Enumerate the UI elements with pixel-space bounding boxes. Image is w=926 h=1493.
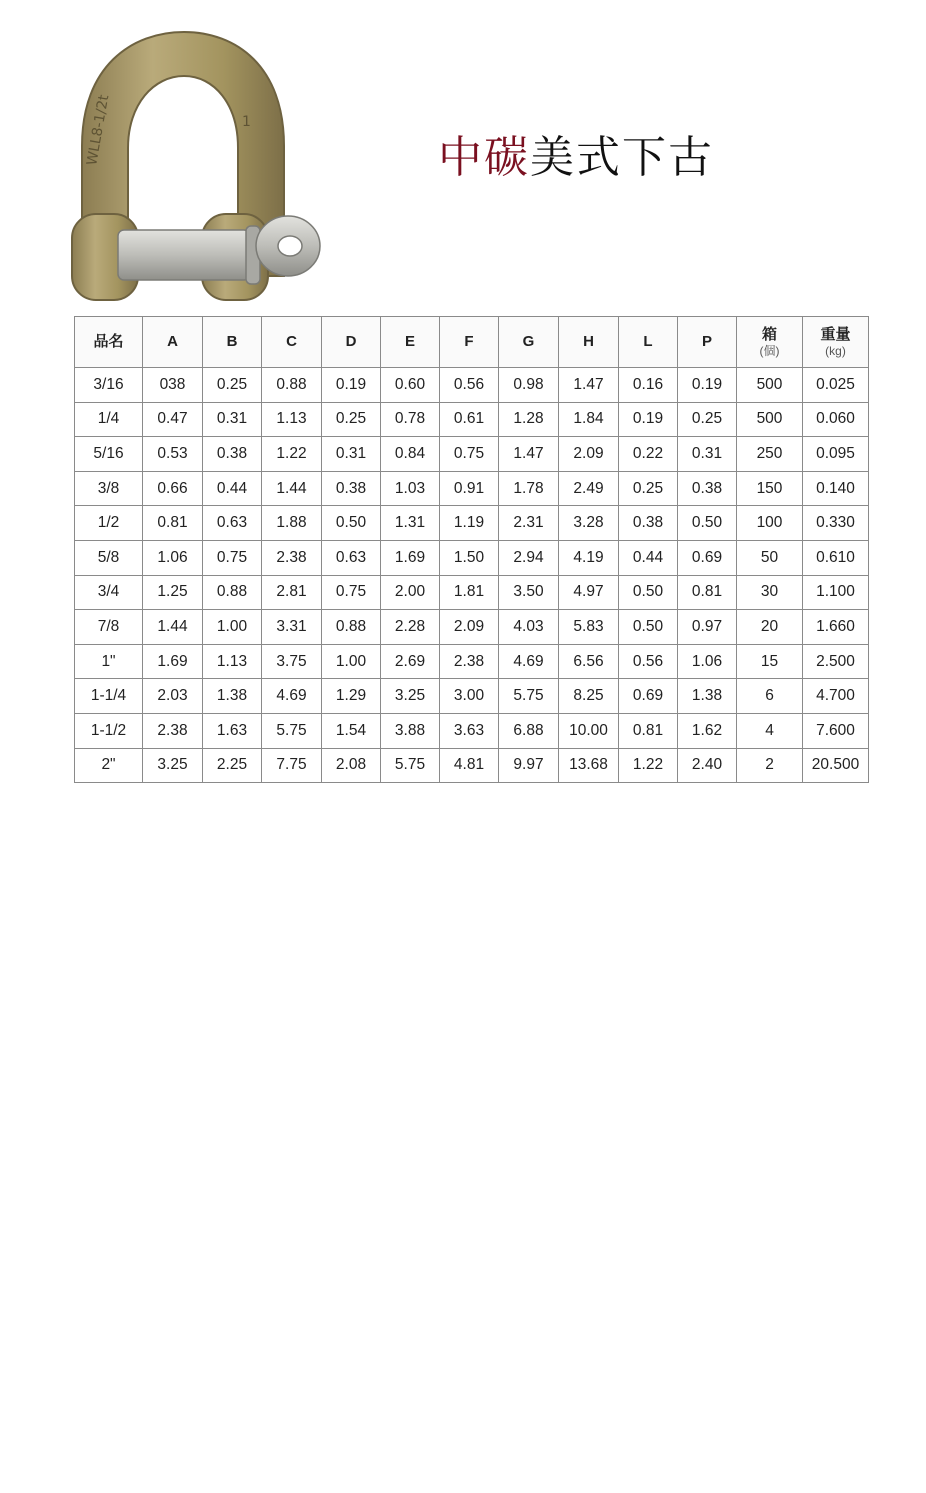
value-cell: 1.44: [262, 471, 322, 506]
value-cell: 20.500: [803, 748, 869, 783]
shackle-product-image: [52, 26, 332, 316]
table-row: [75, 644, 869, 679]
value-cell: 4.97: [559, 575, 619, 610]
table-row: [75, 506, 869, 541]
value-cell: 5.75: [381, 748, 440, 783]
value-cell: 4.03: [499, 610, 559, 645]
value-cell: 0.19: [619, 402, 678, 437]
shackle-marking-left: WLL8-1/2t: [84, 93, 113, 167]
value-cell: 1.660: [803, 610, 869, 645]
column-header-label: E: [404, 333, 415, 350]
table-body: [75, 368, 869, 783]
table-row: [75, 748, 869, 783]
value-cell: 2.94: [499, 540, 559, 575]
value-cell: 1.22: [262, 437, 322, 472]
value-cell: 0.25: [619, 471, 678, 506]
value-cell: 0.75: [203, 540, 262, 575]
page-title: [438, 128, 714, 188]
value-cell: 500: [737, 402, 803, 437]
value-cell: 1.63: [203, 713, 262, 748]
value-cell: 0.88: [203, 575, 262, 610]
value-cell: 0.63: [322, 540, 381, 575]
value-cell: 3.50: [499, 575, 559, 610]
column-header-label: B: [226, 333, 238, 350]
value-cell: 0.91: [440, 471, 499, 506]
value-cell: 0.060: [803, 402, 869, 437]
size-cell: 7/8: [75, 610, 143, 645]
value-cell: 0.81: [143, 506, 203, 541]
value-cell: 1.28: [499, 402, 559, 437]
value-cell: 1.19: [440, 506, 499, 541]
value-cell: 4.81: [440, 748, 499, 783]
value-cell: 3.00: [440, 679, 499, 714]
shackle-pin-eye-hole: [278, 236, 302, 256]
value-cell: 5.75: [262, 713, 322, 748]
value-cell: 500: [737, 368, 803, 403]
column-header-label: F: [464, 333, 474, 350]
value-cell: 7.600: [803, 713, 869, 748]
column-header-unit: (個): [759, 344, 780, 358]
value-cell: 0.88: [262, 368, 322, 403]
column-header-label: L: [643, 333, 653, 350]
value-cell: 2.28: [381, 610, 440, 645]
value-cell: 2.500: [803, 644, 869, 679]
size-cell: 1-1/2: [75, 713, 143, 748]
value-cell: 3.25: [381, 679, 440, 714]
value-cell: 0.61: [440, 402, 499, 437]
value-cell: 4.19: [559, 540, 619, 575]
value-cell: 2.38: [440, 644, 499, 679]
value-cell: 0.88: [322, 610, 381, 645]
value-cell: 2: [737, 748, 803, 783]
column-header-label: A: [167, 333, 178, 350]
column-header: [499, 317, 559, 368]
value-cell: 3.31: [262, 610, 322, 645]
value-cell: 1.13: [203, 644, 262, 679]
column-header-unit: (kg): [825, 344, 846, 358]
size-cell: 1/2: [75, 506, 143, 541]
value-cell: 0.84: [381, 437, 440, 472]
value-cell: 100: [737, 506, 803, 541]
size-cell: 1-1/4: [75, 679, 143, 714]
value-cell: 1.84: [559, 402, 619, 437]
column-header-label: P: [701, 333, 712, 350]
value-cell: 2.38: [143, 713, 203, 748]
value-cell: 50: [737, 540, 803, 575]
column-header-label: 箱: [761, 326, 777, 343]
column-header-label: 重量: [820, 326, 851, 343]
value-cell: 4.700: [803, 679, 869, 714]
value-cell: 0.44: [619, 540, 678, 575]
value-cell: 1.100: [803, 575, 869, 610]
title-part-red: 中碳: [438, 132, 530, 183]
value-cell: 0.25: [322, 402, 381, 437]
value-cell: 5.83: [559, 610, 619, 645]
column-header: [678, 317, 737, 368]
value-cell: 0.31: [322, 437, 381, 472]
value-cell: 1.06: [678, 644, 737, 679]
table-row: [75, 540, 869, 575]
table-row: [75, 713, 869, 748]
value-cell: 0.56: [619, 644, 678, 679]
value-cell: 1.00: [322, 644, 381, 679]
value-cell: 2.38: [262, 540, 322, 575]
shackle-pin: [118, 230, 250, 280]
table-row: [75, 679, 869, 714]
value-cell: 0.53: [143, 437, 203, 472]
table-row: [75, 575, 869, 610]
value-cell: 1.06: [143, 540, 203, 575]
value-cell: 0.97: [678, 610, 737, 645]
size-cell: 2": [75, 748, 143, 783]
title-part-black: 美式下古: [530, 132, 714, 183]
size-cell: 3/16: [75, 368, 143, 403]
value-cell: 0.095: [803, 437, 869, 472]
value-cell: 1.69: [143, 644, 203, 679]
value-cell: 0.38: [322, 471, 381, 506]
value-cell: 5.75: [499, 679, 559, 714]
column-header-label: D: [345, 333, 357, 350]
value-cell: 2.00: [381, 575, 440, 610]
column-header: [737, 317, 803, 368]
value-cell: 15: [737, 644, 803, 679]
value-cell: 20: [737, 610, 803, 645]
column-header: [559, 317, 619, 368]
value-cell: 0.38: [203, 437, 262, 472]
value-cell: 2.40: [678, 748, 737, 783]
table-row: [75, 402, 869, 437]
table-row: [75, 437, 869, 472]
column-header-label: H: [583, 333, 594, 350]
value-cell: 1.88: [262, 506, 322, 541]
table-row: [75, 471, 869, 506]
value-cell: 1.44: [143, 610, 203, 645]
value-cell: 1.03: [381, 471, 440, 506]
value-cell: 0.25: [203, 368, 262, 403]
value-cell: 2.81: [262, 575, 322, 610]
table-header-row: [75, 317, 869, 368]
value-cell: 0.98: [499, 368, 559, 403]
value-cell: 2.08: [322, 748, 381, 783]
value-cell: 0.50: [322, 506, 381, 541]
value-cell: 1.69: [381, 540, 440, 575]
value-cell: 1.47: [499, 437, 559, 472]
value-cell: 2.09: [559, 437, 619, 472]
value-cell: 0.16: [619, 368, 678, 403]
value-cell: 10.00: [559, 713, 619, 748]
table-row: [75, 610, 869, 645]
value-cell: 6: [737, 679, 803, 714]
value-cell: 0.69: [619, 679, 678, 714]
value-cell: 1.54: [322, 713, 381, 748]
value-cell: 1.31: [381, 506, 440, 541]
value-cell: 9.97: [499, 748, 559, 783]
value-cell: 0.38: [678, 471, 737, 506]
value-cell: 0.47: [143, 402, 203, 437]
size-cell: 5/16: [75, 437, 143, 472]
value-cell: 2.25: [203, 748, 262, 783]
value-cell: 0.31: [678, 437, 737, 472]
column-header: [75, 317, 143, 368]
value-cell: 1.22: [619, 748, 678, 783]
value-cell: 4: [737, 713, 803, 748]
value-cell: 0.75: [440, 437, 499, 472]
value-cell: 2.69: [381, 644, 440, 679]
value-cell: 0.610: [803, 540, 869, 575]
value-cell: 1.29: [322, 679, 381, 714]
value-cell: 0.025: [803, 368, 869, 403]
column-header-label: C: [286, 333, 297, 350]
value-cell: 0.22: [619, 437, 678, 472]
value-cell: 1.62: [678, 713, 737, 748]
value-cell: 3.75: [262, 644, 322, 679]
value-cell: 0.50: [619, 575, 678, 610]
value-cell: 0.330: [803, 506, 869, 541]
value-cell: 0.69: [678, 540, 737, 575]
value-cell: 0.81: [678, 575, 737, 610]
value-cell: 2.49: [559, 471, 619, 506]
size-cell: 3/4: [75, 575, 143, 610]
value-cell: 3.28: [559, 506, 619, 541]
spec-table: [74, 316, 869, 783]
value-cell: 4.69: [262, 679, 322, 714]
value-cell: 1.50: [440, 540, 499, 575]
column-header: [803, 317, 869, 368]
size-cell: 5/8: [75, 540, 143, 575]
value-cell: 1.78: [499, 471, 559, 506]
size-cell: 3/8: [75, 471, 143, 506]
value-cell: 4.69: [499, 644, 559, 679]
value-cell: 8.25: [559, 679, 619, 714]
value-cell: 0.78: [381, 402, 440, 437]
value-cell: 0.31: [203, 402, 262, 437]
value-cell: 0.44: [203, 471, 262, 506]
value-cell: 038: [143, 368, 203, 403]
value-cell: 1.13: [262, 402, 322, 437]
value-cell: 2.03: [143, 679, 203, 714]
value-cell: 3.25: [143, 748, 203, 783]
value-cell: 3.63: [440, 713, 499, 748]
value-cell: 1.25: [143, 575, 203, 610]
value-cell: 0.60: [381, 368, 440, 403]
value-cell: 30: [737, 575, 803, 610]
value-cell: 0.81: [619, 713, 678, 748]
value-cell: 0.140: [803, 471, 869, 506]
column-header: [381, 317, 440, 368]
column-header: [262, 317, 322, 368]
column-header: [203, 317, 262, 368]
column-header-label: G: [522, 333, 535, 350]
value-cell: 250: [737, 437, 803, 472]
value-cell: 0.75: [322, 575, 381, 610]
value-cell: 0.19: [678, 368, 737, 403]
value-cell: 1.81: [440, 575, 499, 610]
value-cell: 0.63: [203, 506, 262, 541]
table-row: [75, 368, 869, 403]
value-cell: 150: [737, 471, 803, 506]
value-cell: 0.50: [619, 610, 678, 645]
value-cell: 2.09: [440, 610, 499, 645]
column-header: [143, 317, 203, 368]
value-cell: 0.19: [322, 368, 381, 403]
value-cell: 0.38: [619, 506, 678, 541]
size-cell: 1/4: [75, 402, 143, 437]
value-cell: 2.31: [499, 506, 559, 541]
column-header: [440, 317, 499, 368]
value-cell: 7.75: [262, 748, 322, 783]
value-cell: 3.88: [381, 713, 440, 748]
value-cell: 0.25: [678, 402, 737, 437]
size-cell: 1": [75, 644, 143, 679]
column-header: [322, 317, 381, 368]
value-cell: 0.66: [143, 471, 203, 506]
value-cell: 0.50: [678, 506, 737, 541]
value-cell: 1.00: [203, 610, 262, 645]
column-header: [619, 317, 678, 368]
value-cell: 1.38: [678, 679, 737, 714]
value-cell: 6.56: [559, 644, 619, 679]
value-cell: 1.47: [559, 368, 619, 403]
value-cell: 0.56: [440, 368, 499, 403]
value-cell: 6.88: [499, 713, 559, 748]
value-cell: 1.38: [203, 679, 262, 714]
value-cell: 13.68: [559, 748, 619, 783]
column-header-label: 品名: [93, 333, 124, 350]
shackle-marking-right: 1: [242, 114, 251, 130]
